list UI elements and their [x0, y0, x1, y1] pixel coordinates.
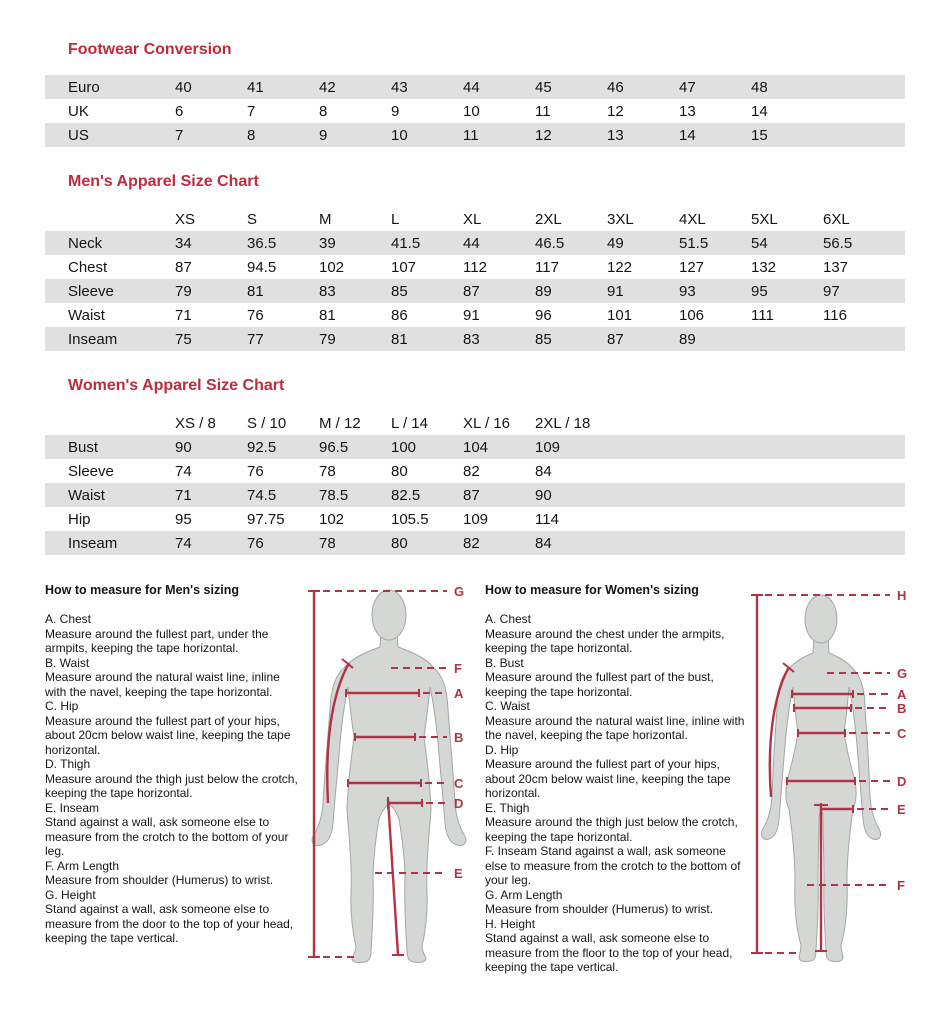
value-cell: 78	[319, 462, 336, 480]
value-cell: 92.5	[247, 438, 277, 456]
table-cell	[607, 507, 905, 531]
measure-step-text: Measure around the fullest part of your hips, about 20cm below waist line, keeping the tape horizontal.	[45, 713, 291, 757]
value-cell: 83	[463, 330, 480, 348]
value-cell: 106	[679, 306, 705, 324]
header-cell: XS / 8	[175, 414, 216, 432]
table-cell	[823, 99, 905, 123]
value-cell: 116	[823, 306, 847, 324]
measure-step-label: A. Chest	[485, 612, 532, 626]
row-label-cell: Hip	[68, 510, 91, 528]
womens-body-diagram	[749, 575, 927, 975]
value-cell: 10	[463, 102, 480, 120]
mens-label-F: F	[454, 661, 462, 676]
header-cell: S / 10	[247, 414, 287, 432]
value-cell: 13	[679, 102, 696, 120]
header-cell: 6XL	[823, 210, 850, 228]
mens-label-B: B	[454, 730, 464, 745]
header-cell: XL / 16	[463, 414, 510, 432]
womens-measure-instructions	[485, 575, 749, 975]
value-cell: 40	[175, 78, 192, 96]
mens-apparel-size-table	[45, 207, 905, 351]
value-cell: 42	[319, 78, 336, 96]
header-cell	[45, 411, 175, 435]
measure-step-text: Measure from shoulder (Humerus) to wrist.	[485, 902, 714, 916]
value-cell: 111	[751, 306, 774, 324]
value-cell: 7	[175, 126, 184, 144]
table-row	[45, 123, 905, 147]
value-cell: 86	[391, 306, 408, 324]
measure-step-text: Measure from shoulder (Humerus) to wrist.	[45, 873, 274, 887]
row-label-cell: Neck	[68, 234, 103, 252]
value-cell: 91	[463, 306, 480, 324]
footwear-section-title: Footwear Conversion	[68, 41, 232, 58]
value-cell: 87	[175, 258, 192, 276]
womens-label-E: E	[897, 802, 906, 817]
value-cell: 44	[463, 78, 480, 96]
row-label-cell: Waist	[68, 306, 105, 324]
value-cell: 12	[607, 102, 624, 120]
table-cell	[607, 483, 905, 507]
table-row	[45, 255, 905, 279]
table-cell	[895, 255, 905, 279]
value-cell: 90	[175, 438, 192, 456]
value-cell: 87	[463, 282, 480, 300]
value-cell: 80	[391, 462, 408, 480]
value-cell: 102	[319, 258, 345, 276]
row-label-cell: Euro	[68, 78, 100, 96]
value-cell: 84	[535, 462, 552, 480]
header-cell	[45, 207, 175, 231]
value-cell: 81	[319, 306, 336, 324]
header-cell: M	[319, 210, 332, 228]
row-label-cell: Sleeve	[68, 282, 114, 300]
value-cell: 95	[175, 510, 192, 528]
value-cell: 97	[823, 282, 840, 300]
measure-step-text: Stand against a wall, ask someone else to measure from the crotch to the bottom of your leg.	[45, 815, 289, 858]
mens-measure-steps	[45, 612, 301, 946]
mens-measure-title: How to measure for Men's sizing	[45, 583, 239, 597]
value-cell: 78	[319, 534, 336, 552]
header-row	[45, 207, 905, 231]
value-cell: 11	[463, 126, 479, 144]
value-cell: 81	[247, 282, 264, 300]
table-row	[45, 459, 905, 483]
value-cell: 105.5	[391, 510, 429, 528]
mens-measure-instructions	[45, 575, 301, 946]
table-row	[45, 75, 905, 99]
measure-step-text: Measure around the natural waist line, inline with the navel, keeping the tape horizontal.	[485, 713, 745, 742]
value-cell: 44	[463, 234, 480, 252]
table-cell	[895, 327, 905, 351]
measure-step-text: Stand against a wall, ask someone else to measure from the floor to the top of your head, keeping the tape vertical.	[485, 931, 733, 974]
value-cell: 132	[751, 258, 777, 276]
table-row	[45, 231, 905, 255]
table-row	[45, 279, 905, 303]
value-cell: 112	[463, 258, 487, 276]
table-row	[45, 483, 905, 507]
value-cell: 8	[319, 102, 328, 120]
value-cell: 89	[535, 282, 552, 300]
value-cell: 83	[319, 282, 336, 300]
value-cell: 109	[535, 438, 561, 456]
row-label-cell: US	[68, 126, 89, 144]
value-cell: 9	[391, 102, 400, 120]
value-cell: 12	[535, 126, 552, 144]
value-cell: 36.5	[247, 234, 277, 252]
mens-head	[372, 590, 406, 640]
measure-step-label: D. Hip	[485, 742, 519, 757]
footwear-conversion-table	[45, 75, 905, 147]
measure-step-label: B. Bust	[485, 655, 524, 670]
womens-head	[805, 595, 837, 643]
value-cell: 75	[175, 330, 192, 348]
womens-measure-title: How to measure for Women's sizing	[485, 583, 699, 597]
measure-step-text: Stand against a wall, ask someone else to measure from the door to the top of your head, keeping the tape vertical.	[45, 902, 294, 945]
table-cell	[895, 303, 905, 327]
value-cell: 15	[751, 126, 768, 144]
row-label-cell: Sleeve	[68, 462, 114, 480]
value-cell: 41.5	[391, 234, 421, 252]
table-row	[45, 531, 905, 555]
value-cell: 45	[535, 78, 552, 96]
table-row	[45, 327, 905, 351]
table-cell	[823, 75, 905, 99]
table-row	[45, 507, 905, 531]
value-cell: 46	[607, 78, 624, 96]
value-cell: 102	[319, 510, 345, 528]
value-cell: 47	[679, 78, 696, 96]
row-label-cell: Waist	[68, 486, 105, 504]
value-cell: 101	[607, 306, 633, 324]
header-row	[45, 411, 905, 435]
table-cell	[895, 231, 905, 255]
value-cell: 48	[751, 78, 768, 96]
value-cell	[751, 327, 823, 351]
value-cell: 76	[247, 462, 264, 480]
value-cell: 90	[535, 486, 552, 504]
value-cell: 51.5	[679, 234, 709, 252]
value-cell: 71	[175, 486, 192, 504]
measure-step-label: A. Chest	[45, 612, 92, 626]
womens-apparel-size-table	[45, 411, 905, 555]
mens-section-title: Men's Apparel Size Chart	[68, 173, 259, 190]
value-cell: 8	[247, 126, 256, 144]
header-cell: XS	[175, 210, 196, 228]
value-cell: 7	[247, 102, 256, 120]
value-cell: 114	[535, 510, 559, 528]
table-cell	[895, 279, 905, 303]
value-cell: 94.5	[247, 258, 277, 276]
value-cell: 74	[175, 534, 192, 552]
value-cell: 41	[247, 78, 264, 96]
measure-step-text: F. Inseam Stand against a wall, ask someone else to measure from the crotch to the bottom of your leg.	[485, 844, 741, 887]
womens-measure-steps	[485, 612, 749, 975]
table-row	[45, 435, 905, 459]
value-cell: 43	[391, 78, 408, 96]
value-cell: 71	[175, 306, 192, 324]
value-cell: 100	[391, 438, 417, 456]
value-cell: 10	[391, 126, 408, 144]
header-cell: 2XL / 18	[535, 414, 591, 432]
value-cell: 85	[535, 330, 552, 348]
header-cell: 2XL	[535, 210, 562, 228]
value-cell: 79	[175, 282, 192, 300]
table-cell	[607, 459, 905, 483]
value-cell: 89	[679, 330, 696, 348]
measure-step-label: B. Waist	[45, 655, 90, 670]
mens-label-G: G	[454, 584, 465, 599]
value-cell: 74	[175, 462, 192, 480]
measure-step-text: Measure around the fullest part, under the armpits, keeping the tape horizontal.	[45, 626, 269, 655]
measure-step-text: Measure around the fullest part of the bust, keeping the tape horizontal.	[485, 670, 714, 699]
mens-label-E: E	[454, 866, 463, 881]
value-cell: 80	[391, 534, 408, 552]
row-label-cell: UK	[68, 102, 89, 120]
value-cell: 87	[607, 330, 624, 348]
value-cell: 78.5	[319, 486, 349, 504]
value-cell: 91	[607, 282, 624, 300]
value-cell: 81	[391, 330, 408, 348]
value-cell: 84	[535, 534, 552, 552]
header-cell: L	[391, 210, 400, 228]
value-cell: 6	[175, 102, 184, 120]
womens-label-D: D	[897, 774, 907, 789]
row-label-cell: Chest	[68, 258, 108, 276]
table-cell	[607, 435, 905, 459]
mens-label-C: C	[454, 776, 464, 791]
value-cell: 127	[679, 258, 705, 276]
measure-step-label: E. Thigh	[485, 800, 530, 815]
how-to-measure-section	[45, 575, 929, 975]
table-row	[45, 99, 905, 123]
table-cell	[607, 531, 905, 555]
value-cell: 74.5	[247, 486, 277, 504]
value-cell: 109	[463, 510, 489, 528]
value-cell: 104	[463, 438, 489, 456]
header-cell: 4XL	[679, 210, 706, 228]
measure-step-label: C. Hip	[45, 699, 79, 713]
measure-step-label: G. Height	[45, 887, 96, 902]
header-cell: S	[247, 210, 258, 228]
value-cell: 76	[247, 534, 264, 552]
measure-step-label: C. Waist	[485, 699, 530, 713]
womens-label-H: H	[897, 588, 907, 603]
mens-label-A: A	[454, 686, 464, 701]
value-cell: 82	[463, 534, 480, 552]
womens-label-F: F	[897, 878, 905, 893]
value-cell: 77	[247, 330, 264, 348]
value-cell: 11	[535, 102, 551, 120]
measure-step-label: E. Inseam	[45, 800, 100, 815]
header-cell: L / 14	[391, 414, 428, 432]
value-cell: 137	[823, 258, 849, 276]
header-cell: 3XL	[607, 210, 634, 228]
table-cell	[823, 123, 905, 147]
value-cell: 56.5	[823, 234, 853, 252]
header-cell: 5XL	[751, 210, 778, 228]
womens-label-G: G	[897, 666, 908, 681]
womens-label-A: A	[897, 687, 907, 702]
value-cell: 93	[679, 282, 696, 300]
value-cell: 122	[607, 258, 633, 276]
header-cell	[607, 411, 905, 435]
womens-label-B: B	[897, 701, 907, 716]
value-cell: 79	[319, 330, 336, 348]
row-label-cell: Inseam	[68, 534, 118, 552]
row-label-cell: Bust	[68, 438, 99, 456]
measure-step-label: F. Arm Length	[45, 858, 120, 873]
measure-step-text: Measure around the thigh just below the crotch, keeping the tape horizontal.	[45, 771, 298, 800]
measure-step-text: Measure around the thigh just below the crotch, keeping the tape horizontal.	[485, 815, 738, 844]
value-cell: 49	[607, 234, 624, 252]
measure-step-label: H. Height	[485, 916, 536, 931]
womens-label-C: C	[897, 726, 907, 741]
table-row	[45, 303, 905, 327]
measure-step-text: Measure around the chest under the armpits, keeping the tape horizontal.	[485, 626, 725, 655]
mens-label-D: D	[454, 796, 464, 811]
value-cell: 82	[463, 462, 480, 480]
value-cell: 54	[751, 234, 768, 252]
value-cell: 87	[463, 486, 480, 504]
value-cell: 96	[535, 306, 552, 324]
value-cell: 96.5	[319, 438, 349, 456]
value-cell: 14	[679, 126, 696, 144]
value-cell	[823, 327, 895, 351]
value-cell: 13	[607, 126, 624, 144]
value-cell: 9	[319, 126, 328, 144]
value-cell: 39	[319, 234, 336, 252]
header-cell: XL	[463, 210, 482, 228]
value-cell: 46.5	[535, 234, 565, 252]
header-cell: M / 12	[319, 414, 361, 432]
header-cell	[895, 207, 905, 231]
value-cell: 107	[391, 258, 417, 276]
value-cell: 85	[391, 282, 408, 300]
measure-step-label: G. Arm Length	[485, 887, 563, 902]
row-label-cell: Inseam	[68, 330, 118, 348]
value-cell: 76	[247, 306, 264, 324]
womens-section-title: Women's Apparel Size Chart	[68, 377, 285, 394]
value-cell: 14	[751, 102, 768, 120]
value-cell: 95	[751, 282, 768, 300]
measure-step-label: D. Thigh	[45, 757, 91, 771]
measure-step-text: Measure around the natural waist line, inline with the navel, keeping the tape horizontal.	[45, 670, 280, 699]
measure-step-text: Measure around the fullest part of your hips, about 20cm below waist line, keeping the tape horizontal.	[485, 757, 731, 800]
value-cell: 82.5	[391, 486, 421, 504]
value-cell: 117	[535, 258, 559, 276]
value-cell: 97.75	[247, 510, 285, 528]
value-cell: 34	[175, 234, 192, 252]
mens-body-diagram	[301, 575, 479, 975]
